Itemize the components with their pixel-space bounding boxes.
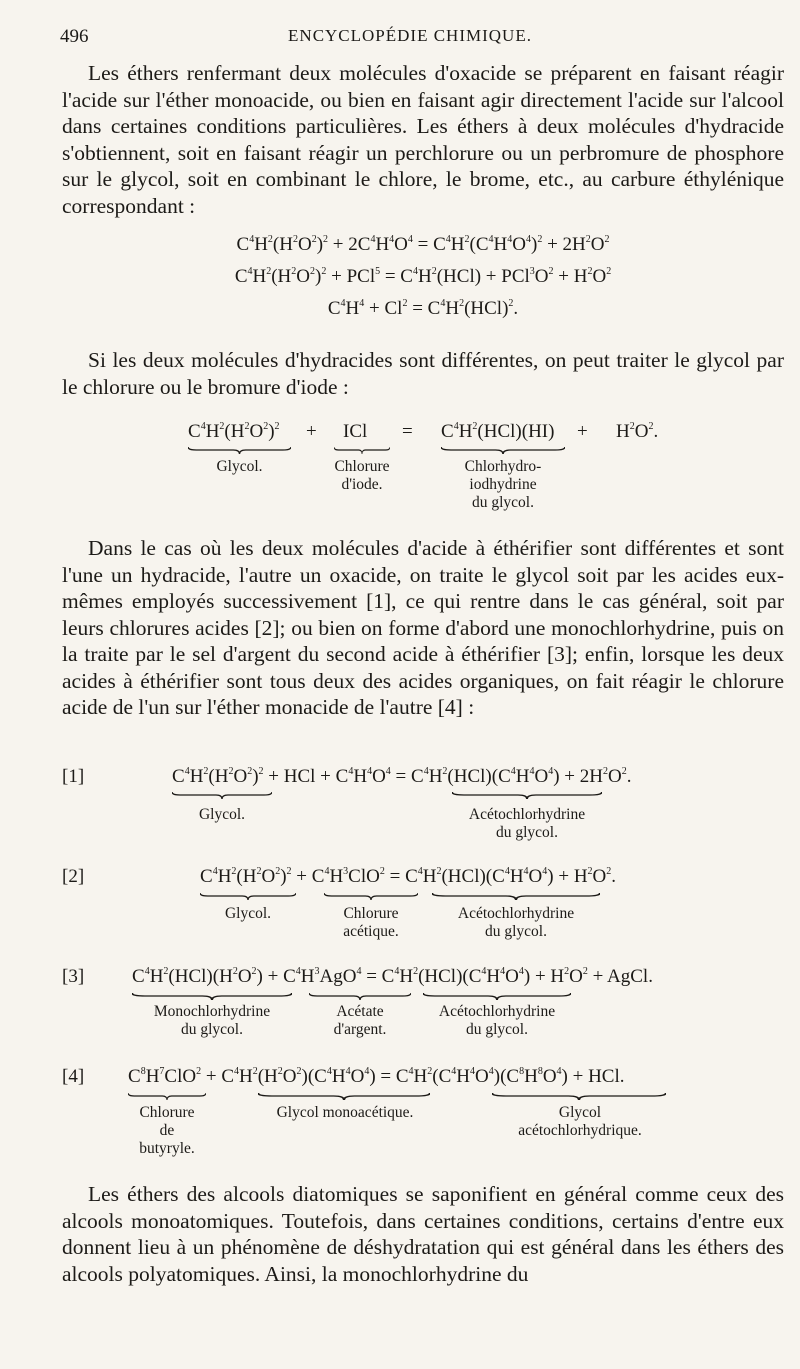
- label-monochlorhydrine: Monochlorhydrine du glycol.: [153, 1003, 271, 1038]
- underbrace: [432, 893, 600, 900]
- paragraph-1: Les éthers renfermant deux molécules d'oxacide se préparent en faisant réagir l'acide sur l'éther monoacide, ou bien en faisant agir directement l'acide sur l'alcool dans certaines conditions particulières. Les éthers à deux molécules d'hydracide s'obtiennent, soit en faisant réagir un perchlorure ou un perbromure de phosphore sur le glycol, soit en combinant le chlore, le brome, etc., au carbure éthylénique correspondant :: [62, 61, 784, 218]
- underbrace: [172, 792, 272, 799]
- reaction-formula: $C^4H^2(HCl)(H^2O^2) + C^4H^3AgO^4 = C^4H^2(HCl)(C^4H^4O^4) + H^2O^2$ + AgCl.: [132, 966, 653, 987]
- equation-1: $C^4H^2(H^2O^2)^2 + 2C^4H^4O^4 = C^4H^2(C^4H^4O^4)^2 + 2H^2O^2$: [236, 234, 610, 255]
- label-acetate-argent: Acétate d'argent.: [333, 1003, 387, 1038]
- equation-3: $C^4H^4 + Cl^2 = C^4H^2(HCl)^2$.: [327, 298, 519, 319]
- label-chlorhydro-iodhydrine: Chlorhydro- iodhydrine du glycol.: [464, 458, 542, 511]
- iodine-term-product: $C^4H^2(HCl)(HI)$: [441, 421, 555, 442]
- page-header: [60, 26, 760, 50]
- reaction-formula: $C^4H^2(H^2O^2)^2 + C^4H^3ClO^2 = C^4H^2(HCl)(C^4H^4O^4) + H^2O^2$.: [200, 866, 617, 887]
- iodine-term-glycol: $C^4H^2(H^2O^2)^2$: [188, 421, 280, 442]
- label-acetochlorhydrine: Acétochlorhydrine du glycol.: [457, 905, 575, 940]
- underbrace: [492, 1093, 666, 1100]
- reaction-number: [4]: [62, 1066, 85, 1087]
- label-chlorure-iode: Chlorure d'iode.: [334, 458, 390, 493]
- iodine-plus-2: +: [577, 421, 588, 442]
- iodine-term-icl: ICl: [343, 421, 368, 442]
- label-glycol: Glycol.: [198, 806, 246, 823]
- underbrace: [309, 993, 411, 1000]
- underbrace: [441, 447, 565, 454]
- label-glycol: Glycol.: [216, 458, 263, 475]
- label-glycol-acetochlorhydrique: Glycol acétochlorhydrique.: [518, 1104, 642, 1139]
- underbrace: [258, 1093, 430, 1100]
- underbrace: [132, 993, 292, 1000]
- iodine-term-water: $H^2O^2$.: [616, 421, 659, 442]
- underbrace: [324, 893, 418, 900]
- iodine-equals: =: [402, 421, 413, 442]
- underbrace: [334, 447, 390, 454]
- reaction-formula: $C^4H^2(H^2O^2)^2$ + HCl + $C^4H^4O^4 = C^4H^2(HCl)(C^4H^4O^4) + 2H^2O^2$.: [172, 766, 632, 787]
- underbrace: [200, 893, 296, 900]
- underbrace: [452, 792, 602, 799]
- reaction-number: [2]: [62, 866, 85, 887]
- label-chlorure-butyryle: Chlorure de butyryle.: [139, 1104, 195, 1157]
- reaction-number: [1]: [62, 766, 85, 787]
- label-chlorure-acetique: Chlorure acétique.: [343, 905, 399, 940]
- label-acetochlorhydrine: Acétochlorhydrine du glycol.: [438, 1003, 556, 1038]
- page-number: 496: [60, 26, 89, 47]
- iodine-plus-1: +: [306, 421, 317, 442]
- equation-2: $C^4H^2(H^2O^2)^2 + PCl^5 = C^4H^2(HCl) + PCl^3O^2 + H^2O^2$: [234, 266, 612, 287]
- reaction-number: [3]: [62, 966, 85, 987]
- label-acetochlorhydrine: Acétochlorhydrine du glycol.: [468, 806, 586, 841]
- running-head: ENCYCLOPÉDIE CHIMIQUE.: [288, 26, 532, 45]
- paragraph-3: Dans le cas où les deux molécules d'acide à éthérifier sont différentes et sont l'une un hydracide, l'autre un oxacide, on traite le glycol soit par les acides eux-mêmes employés successivement [1], ce qui rentre dans le cas général, soit par leurs chlorures acides [2]; ou bien on forme d'abord une monochlorhydrine, puis on la traite par le sel d'argent du second acide à éthérifier [3]; enfin, lorsque les deux acides à éthérifier sont tous deux des acides organiques, on fait réagir le chlorure acide de l'un sur l'éther monacide de l'autre [4] :: [62, 536, 784, 719]
- paragraph-2: Si les deux molécules d'hydracides sont différentes, on peut traiter le glycol par le chlorure ou le bromure d'iode :: [62, 348, 784, 399]
- label-glycol-monoacetique: Glycol monoacétique.: [276, 1104, 414, 1121]
- label-glycol: Glycol.: [224, 905, 272, 922]
- underbrace: [423, 993, 571, 1000]
- underbrace: [188, 447, 291, 454]
- paragraph-4: Les éthers des alcools diatomiques se saponifient en général comme ceux des alcools monoatomiques. Toutefois, dans certaines conditions, certains d'entre eux donnent lieu à un phénomène de déshydratation qui est général dans les éthers des alcools polyatomiques. Ainsi, la monochlorhydrine du: [62, 1182, 784, 1286]
- underbrace: [128, 1093, 206, 1100]
- reaction-formula: $C^8H^7ClO^2 + C^4H^2(H^2O^2)(C^4H^4O^4) = C^4H^2(C^4H^4O^4)(C^8H^8O^4)$ + HCl.: [128, 1066, 625, 1087]
